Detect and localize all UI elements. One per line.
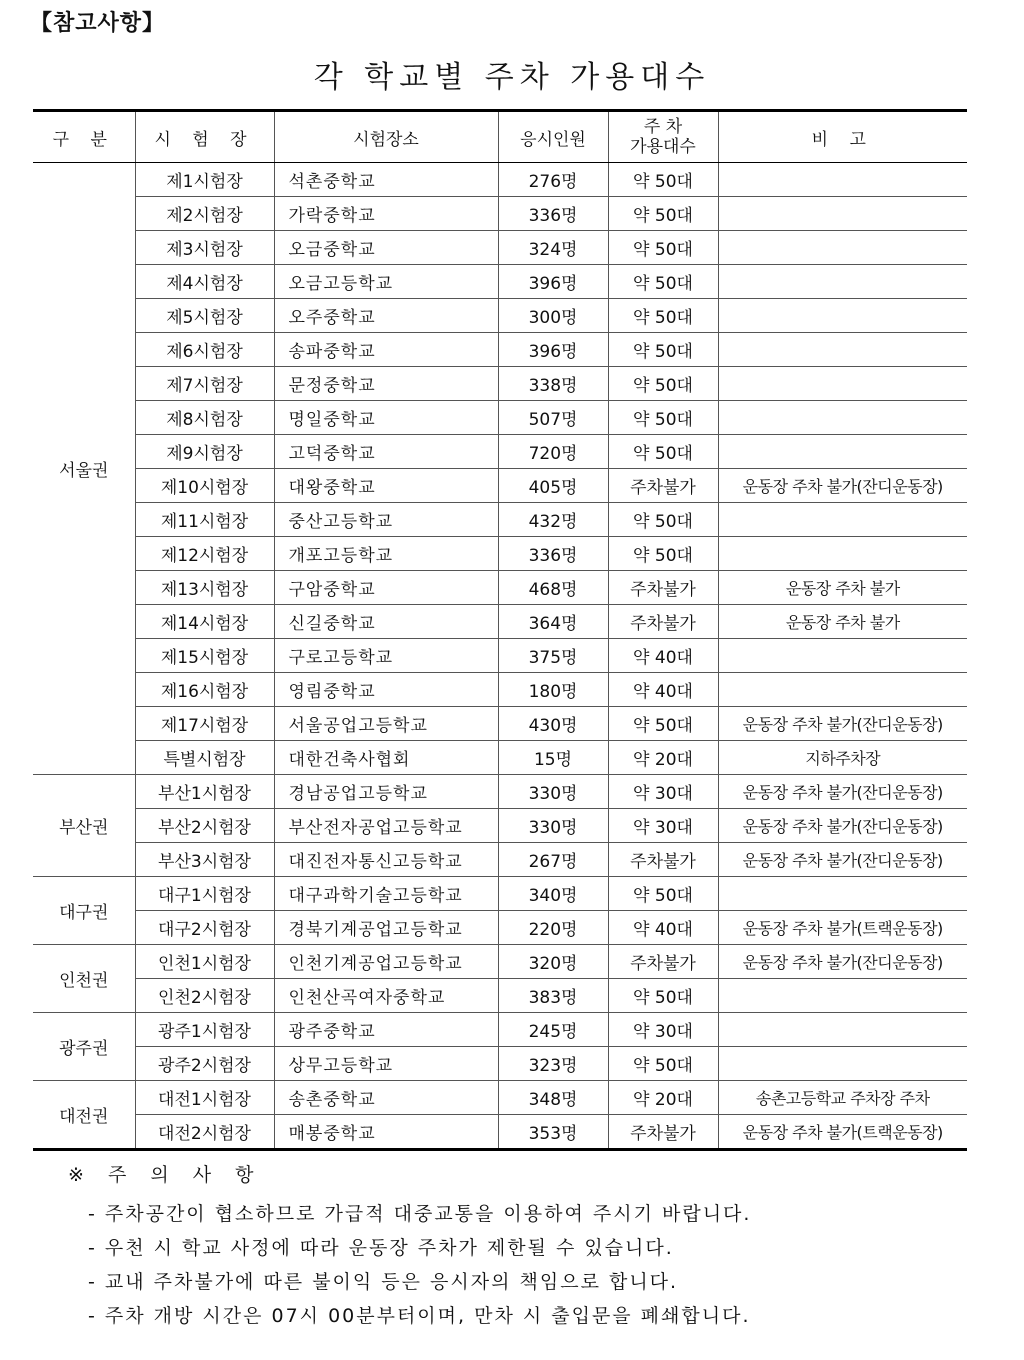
table-row [33, 741, 967, 775]
note-cell [718, 503, 967, 537]
note-cell [718, 265, 967, 299]
table-row [33, 503, 967, 537]
site-cell: 인천2시험장 [135, 979, 274, 1013]
applicants-cell: 340명 [498, 877, 608, 911]
table-row [33, 367, 967, 401]
site-cell: 대전2시험장 [135, 1115, 274, 1150]
page-title: 각 학교별 주차 가용대수 [313, 60, 711, 95]
school-cell: 경북기계공업고등학교 [274, 911, 498, 945]
note-cell: 지하주차장 [718, 741, 967, 775]
note-cell [718, 1047, 967, 1081]
table-row [33, 877, 967, 911]
table-row [33, 163, 967, 197]
applicants-cell: 432명 [498, 503, 608, 537]
parking-cell: 약 50대 [608, 979, 718, 1013]
parking-cell: 주차불가 [608, 469, 718, 503]
site-cell: 제17시험장 [135, 707, 274, 741]
table-row [33, 945, 967, 979]
applicants-cell: 330명 [498, 809, 608, 843]
table-row [33, 605, 967, 639]
applicants-cell: 336명 [498, 537, 608, 571]
parking-cell: 약 50대 [608, 231, 718, 265]
table-row [33, 1047, 967, 1081]
table-row [33, 911, 967, 945]
site-cell: 제10시험장 [135, 469, 274, 503]
site-cell: 대구1시험장 [135, 877, 274, 911]
site-cell: 제6시험장 [135, 333, 274, 367]
applicants-cell: 267명 [498, 843, 608, 877]
school-cell: 신길중학교 [274, 605, 498, 639]
school-cell: 대한건축사협회 [274, 741, 498, 775]
table-row [33, 809, 967, 843]
parking-cell: 약 20대 [608, 1081, 718, 1115]
table-row [33, 1013, 967, 1047]
parking-table [33, 109, 967, 1151]
notice-section [68, 1160, 751, 1333]
applicants-cell: 330명 [498, 775, 608, 809]
applicants-cell: 720명 [498, 435, 608, 469]
school-cell: 상무고등학교 [274, 1047, 498, 1081]
table-row [33, 639, 967, 673]
parking-cell: 주차불가 [608, 843, 718, 877]
applicants-cell: 396명 [498, 265, 608, 299]
school-cell: 개포고등학교 [274, 537, 498, 571]
site-cell: 제11시험장 [135, 503, 274, 537]
table-row [33, 333, 967, 367]
parking-cell: 약 50대 [608, 197, 718, 231]
header-parking [608, 111, 718, 163]
table-row [33, 707, 967, 741]
region-cell: 광주권 [33, 1013, 135, 1081]
school-cell: 송촌중학교 [274, 1081, 498, 1115]
parking-cell: 약 50대 [608, 1047, 718, 1081]
site-cell: 제4시험장 [135, 265, 274, 299]
table-row [33, 401, 967, 435]
school-cell: 대왕중학교 [274, 469, 498, 503]
school-cell: 구로고등학교 [274, 639, 498, 673]
table-row [33, 979, 967, 1013]
parking-cell: 약 50대 [608, 537, 718, 571]
table-row [33, 537, 967, 571]
note-cell: 운동장 주차 불가(잔디운동장) [718, 945, 967, 979]
parking-cell: 약 40대 [608, 673, 718, 707]
note-cell [718, 299, 967, 333]
region-cell: 서울권 [33, 163, 135, 775]
notice-item: - 주차공간이 협소하므로 가급적 대중교통을 이용하여 주시기 바랍니다. [88, 1203, 752, 1225]
school-cell: 오금중학교 [274, 231, 498, 265]
note-cell [718, 401, 967, 435]
site-cell: 제1시험장 [135, 163, 274, 197]
note-cell: 운동장 주차 불가(트랙운동장) [718, 911, 967, 945]
note-cell: 운동장 주차 불가(잔디운동장) [718, 775, 967, 809]
site-cell: 제3시험장 [135, 231, 274, 265]
region-cell: 대구권 [33, 877, 135, 945]
note-cell [718, 163, 967, 197]
header-note: 비 고 [718, 111, 967, 163]
note-cell [718, 231, 967, 265]
site-cell: 제8시험장 [135, 401, 274, 435]
header-applicants: 응시인원 [498, 111, 608, 163]
applicants-cell: 383명 [498, 979, 608, 1013]
note-cell [718, 877, 967, 911]
site-cell: 제12시험장 [135, 537, 274, 571]
parking-cell: 약 50대 [608, 503, 718, 537]
header-site: 시 험 장 [135, 111, 274, 163]
parking-cell: 약 30대 [608, 775, 718, 809]
school-cell: 문정중학교 [274, 367, 498, 401]
site-cell: 부산3시험장 [135, 843, 274, 877]
site-cell: 제7시험장 [135, 367, 274, 401]
parking-cell: 주차불가 [608, 605, 718, 639]
table-row [33, 197, 967, 231]
parking-cell: 약 30대 [608, 809, 718, 843]
note-cell [718, 979, 967, 1013]
reference-label: 【참고사항】 [30, 11, 166, 36]
site-cell: 제5시험장 [135, 299, 274, 333]
notice-item: - 주차 개방 시간은 07시 00분부터이며, 만차 시 출입문을 폐쇄합니다. [88, 1305, 751, 1327]
parking-cell: 약 50대 [608, 877, 718, 911]
table-row [33, 571, 967, 605]
notice-item: - 교내 주차불가에 따른 불이익 등은 응시자의 책임으로 합니다. [88, 1271, 679, 1293]
header-parking-line1: 주 차 [643, 117, 683, 137]
applicants-cell: 405명 [498, 469, 608, 503]
site-cell: 특별시험장 [135, 741, 274, 775]
parking-cell: 약 50대 [608, 401, 718, 435]
applicants-cell: 324명 [498, 231, 608, 265]
note-cell: 운동장 주차 불가(잔디운동장) [718, 843, 967, 877]
table-row [33, 435, 967, 469]
site-cell: 제2시험장 [135, 197, 274, 231]
table-row [33, 1115, 967, 1150]
applicants-cell: 348명 [498, 1081, 608, 1115]
parking-cell: 약 50대 [608, 299, 718, 333]
parking-cell: 약 40대 [608, 911, 718, 945]
note-cell: 운동장 주차 불가 [718, 605, 967, 639]
school-cell: 인천산곡여자중학교 [274, 979, 498, 1013]
table-row [33, 775, 967, 809]
table-header [33, 111, 967, 163]
school-cell: 경남공업고등학교 [274, 775, 498, 809]
parking-cell: 약 50대 [608, 707, 718, 741]
notice-title: ※ 주 의 사 항 [68, 1164, 263, 1186]
applicants-cell: 336명 [498, 197, 608, 231]
region-cell: 대전권 [33, 1081, 135, 1150]
school-cell: 대구과학기술고등학교 [274, 877, 498, 911]
applicants-cell: 320명 [498, 945, 608, 979]
school-cell: 매봉중학교 [274, 1115, 498, 1150]
note-cell [718, 639, 967, 673]
applicants-cell: 15명 [498, 741, 608, 775]
note-cell [718, 333, 967, 367]
site-cell: 제15시험장 [135, 639, 274, 673]
applicants-cell: 276명 [498, 163, 608, 197]
applicants-cell: 338명 [498, 367, 608, 401]
table-row [33, 673, 967, 707]
note-cell: 운동장 주차 불가 [718, 571, 967, 605]
table-row [33, 265, 967, 299]
applicants-cell: 430명 [498, 707, 608, 741]
site-cell: 광주1시험장 [135, 1013, 274, 1047]
site-cell: 대전1시험장 [135, 1081, 274, 1115]
school-cell: 오금고등학교 [274, 265, 498, 299]
school-cell: 석촌중학교 [274, 163, 498, 197]
applicants-cell: 468명 [498, 571, 608, 605]
site-cell: 제16시험장 [135, 673, 274, 707]
note-cell [718, 197, 967, 231]
table-row [33, 469, 967, 503]
school-cell: 대진전자통신고등학교 [274, 843, 498, 877]
parking-cell: 주차불가 [608, 1115, 718, 1150]
note-cell [718, 1013, 967, 1047]
applicants-cell: 507명 [498, 401, 608, 435]
note-cell [718, 537, 967, 571]
parking-cell: 약 50대 [608, 163, 718, 197]
school-cell: 영림중학교 [274, 673, 498, 707]
parking-cell: 약 30대 [608, 1013, 718, 1047]
table-row [33, 843, 967, 877]
parking-cell: 주차불가 [608, 945, 718, 979]
parking-cell: 주차불가 [608, 571, 718, 605]
applicants-cell: 300명 [498, 299, 608, 333]
table-row [33, 299, 967, 333]
note-cell: 운동장 주차 불가(잔디운동장) [718, 809, 967, 843]
school-cell: 명일중학교 [274, 401, 498, 435]
site-cell: 부산2시험장 [135, 809, 274, 843]
school-cell: 서울공업고등학교 [274, 707, 498, 741]
site-cell: 제13시험장 [135, 571, 274, 605]
school-cell: 인천기계공업고등학교 [274, 945, 498, 979]
note-cell [718, 673, 967, 707]
parking-cell: 약 50대 [608, 265, 718, 299]
school-cell: 고덕중학교 [274, 435, 498, 469]
notice-item: - 우천 시 학교 사정에 따라 운동장 주차가 제한될 수 있습니다. [88, 1237, 674, 1259]
header-school: 시험장소 [274, 111, 498, 163]
school-cell: 오주중학교 [274, 299, 498, 333]
table-body [33, 163, 967, 1150]
table-row [33, 1081, 967, 1115]
applicants-cell: 375명 [498, 639, 608, 673]
applicants-cell: 323명 [498, 1047, 608, 1081]
applicants-cell: 180명 [498, 673, 608, 707]
note-cell: 운동장 주차 불가(잔디운동장) [718, 707, 967, 741]
note-cell: 송촌고등학교 주차장 주차 [718, 1081, 967, 1115]
school-cell: 중산고등학교 [274, 503, 498, 537]
site-cell: 인천1시험장 [135, 945, 274, 979]
school-cell: 광주중학교 [274, 1013, 498, 1047]
applicants-cell: 396명 [498, 333, 608, 367]
site-cell: 대구2시험장 [135, 911, 274, 945]
parking-cell: 약 40대 [608, 639, 718, 673]
note-cell: 운동장 주차 불가(트랙운동장) [718, 1115, 967, 1150]
note-cell: 운동장 주차 불가(잔디운동장) [718, 469, 967, 503]
school-cell: 가락중학교 [274, 197, 498, 231]
region-cell: 인천권 [33, 945, 135, 1013]
school-cell: 구암중학교 [274, 571, 498, 605]
parking-cell: 약 50대 [608, 435, 718, 469]
table-row [33, 231, 967, 265]
school-cell: 송파중학교 [274, 333, 498, 367]
site-cell: 광주2시험장 [135, 1047, 274, 1081]
applicants-cell: 364명 [498, 605, 608, 639]
site-cell: 부산1시험장 [135, 775, 274, 809]
region-cell: 부산권 [33, 775, 135, 877]
site-cell: 제14시험장 [135, 605, 274, 639]
applicants-cell: 353명 [498, 1115, 608, 1150]
parking-cell: 약 50대 [608, 333, 718, 367]
applicants-cell: 245명 [498, 1013, 608, 1047]
parking-cell: 약 20대 [608, 741, 718, 775]
header-region: 구 분 [33, 111, 135, 163]
header-parking-line2: 가용대수 [630, 137, 696, 157]
note-cell [718, 435, 967, 469]
parking-cell: 약 50대 [608, 367, 718, 401]
site-cell: 제9시험장 [135, 435, 274, 469]
applicants-cell: 220명 [498, 911, 608, 945]
note-cell [718, 367, 967, 401]
school-cell: 부산전자공업고등학교 [274, 809, 498, 843]
